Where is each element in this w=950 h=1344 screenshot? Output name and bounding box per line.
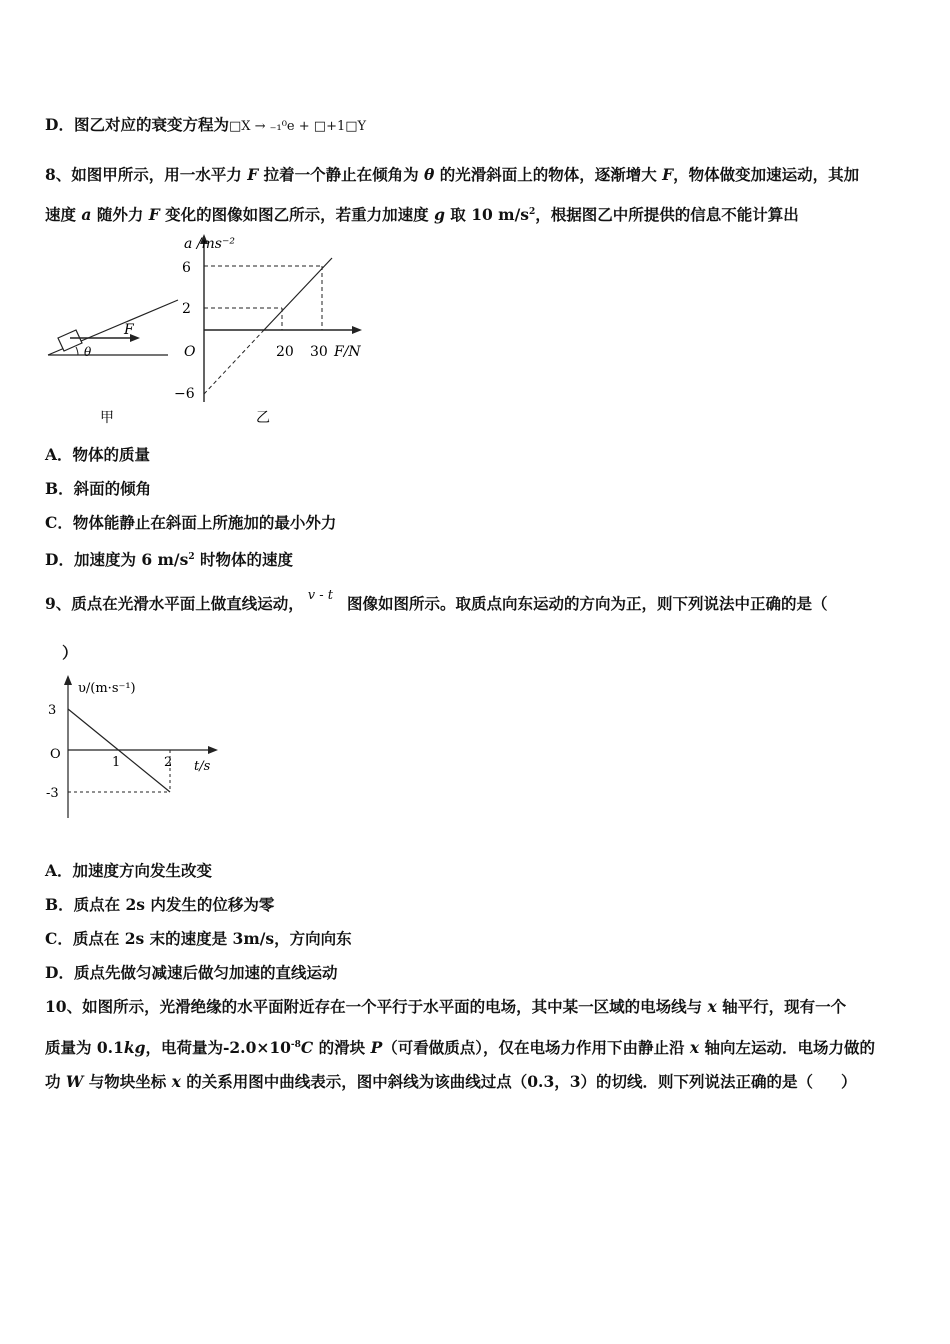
caption-yi: 乙	[256, 410, 270, 426]
q8-option-a: A．物体的质量	[45, 445, 151, 464]
q8-option-b: B．斜面的倾角	[45, 479, 152, 498]
q9-option-b: B．质点在 2s 内发生的位移为零	[45, 895, 275, 914]
q10-stem-line2: 质量为 0.1kg，电荷量为$-2.0\times 10^{-8}C$ 的滑块 P（可看做质点），仅在电场力作用下由静止沿 x 轴向左运动．电场力做的	[45, 1038, 876, 1058]
block	[58, 330, 82, 351]
decay-equation: □X → ₋₁⁰e + □+1□Y	[228, 119, 367, 134]
y-axis-label: a /ms⁻²	[184, 236, 235, 252]
q8-figure	[40, 230, 370, 430]
q9-option-c: C．质点在 2s 末的速度是 3m/s，方向向东	[45, 929, 352, 948]
q7-option-d: D．图乙对应的衰变方程为□X → ₋₁⁰e + □+1□Y	[45, 115, 367, 134]
tick-2: 2	[182, 301, 191, 317]
x-axis-label: F/N	[334, 344, 361, 360]
tick-2: 2	[164, 755, 173, 770]
q8-stem-line2: 速度 a 随外力 F 变化的图像如图乙所示，若重力加速度 g 取 10 $m/s^2$，根据图乙中所提供的信息不能计算出	[45, 205, 799, 225]
tick-6: 6	[182, 260, 191, 276]
q9-stem-close: ）	[62, 643, 78, 662]
vt-label: v - t	[307, 588, 334, 603]
origin-label: O	[50, 747, 61, 762]
q8-option-c: C．物体能静止在斜面上所施加的最小外力	[45, 513, 337, 532]
v-axis-label: υ/(m·s⁻¹)	[78, 681, 136, 696]
incline-diagram	[48, 300, 178, 426]
tick-3: 3	[48, 703, 57, 718]
q9-stem: 9、质点在光滑水平面上做直线运动， $^{v - t}$ 图像如图所示。取质点向东运动的方向为正，则下列说法中正确的是（	[45, 588, 828, 613]
q9-figure	[40, 672, 230, 822]
theta-label: θ	[84, 345, 92, 359]
t-axis-label: t/s	[194, 759, 211, 774]
q9-option-a: A．加速度方向发生改变	[45, 861, 213, 880]
tick-neg3: -3	[46, 786, 59, 801]
q10-stem-line3: 功 W 与物块坐标 x 的关系用图中曲线表示，图中斜线为该曲线过点（0.3，3）的切线．则下列说法正确的是（ ）	[45, 1072, 857, 1091]
q8-option-d: D．加速度为 6 $m/s^2$ 时物体的速度	[45, 550, 293, 570]
q9-option-d: D．质点先做匀减速后做匀加速的直线运动	[45, 963, 338, 982]
caption-jia: 甲	[100, 410, 114, 426]
tick-1: 1	[112, 755, 121, 770]
origin-label: O	[184, 344, 196, 360]
extension-line	[204, 330, 264, 394]
q10-stem-line1: 10、如图所示，光滑绝缘的水平面附近存在一个平行于水平面的电场，其中某一区域的电场线与 x 轴平行，现有一个	[45, 997, 847, 1016]
a-f-graph	[174, 234, 362, 426]
tick-20: 20	[276, 344, 294, 360]
q8-stem-line1: 8、如图甲所示，用一水平力 F 拉着一个静止在倾角为 θ 的光滑斜面上的物体，逐渐增大 F，物体做变加速运动，其加	[45, 165, 860, 184]
tick-neg6: −6	[174, 386, 195, 402]
tick-30: 30	[310, 344, 328, 360]
force-label: F	[124, 322, 134, 338]
